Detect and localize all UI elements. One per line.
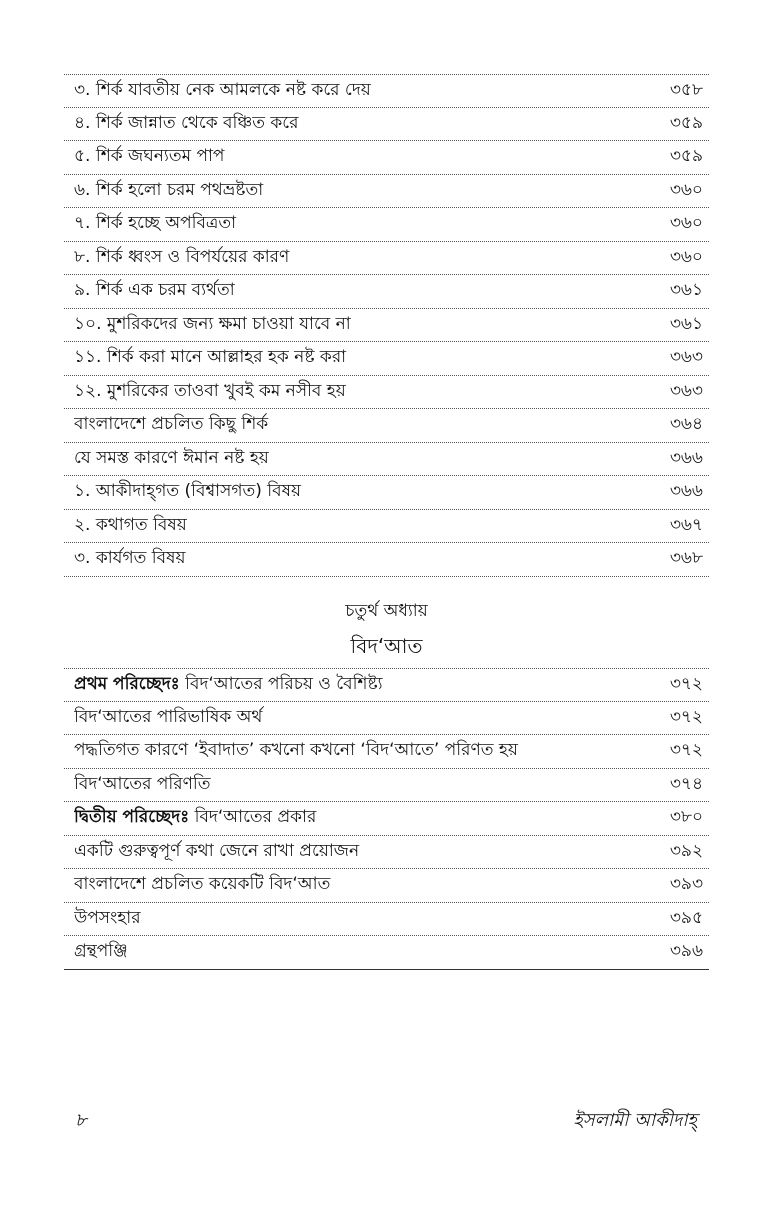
toc-entry-page: ৩৬১ <box>669 313 703 334</box>
toc-entry-page: ৩৭২ <box>669 740 703 761</box>
toc-entry-text: বাংলাদেশে প্রচলিত কয়েকটি বিদ‘আত <box>74 874 331 895</box>
toc-section-prefix: প্রথম পরিচ্ছেদঃ <box>74 673 180 694</box>
toc-entry-title <box>74 804 658 832</box>
toc-entry-text: ৭. শির্ক হচ্ছে অপবিত্রতা <box>74 213 237 234</box>
toc-entry-title <box>74 737 658 765</box>
toc-entry-page: ৩৬৪ <box>669 414 703 435</box>
toc-entry <box>64 175 709 209</box>
toc-entry <box>64 409 709 443</box>
toc-entry-page: ৩৮০ <box>669 807 703 828</box>
toc-entry-text: ১. আকীদাহ্‌গত (বিশ্বাসগত) বিষয় <box>74 481 301 502</box>
toc-entry-text: ৯. শির্ক এক চরম ব্যর্থতা <box>74 280 235 301</box>
toc-entry-text: ১১. শির্ক করা মানে আল্লাহর হক নষ্ট করা <box>74 347 347 368</box>
toc-entry-page: ৩৬০ <box>669 213 703 234</box>
toc-entry-title <box>74 704 658 732</box>
toc-entry <box>64 141 709 175</box>
toc-entry-title <box>74 378 658 406</box>
toc-entry-text: ৫. শির্ক জঘন্যতম পাপ <box>74 146 225 167</box>
toc-entry-page: ৩৫৯ <box>669 112 703 133</box>
toc-entry-title <box>74 445 658 473</box>
toc-entry-page: ৩৬৩ <box>669 380 703 401</box>
footer-book-title: ইসলামী আকীদাহ্‌ <box>573 1110 697 1131</box>
toc-entry <box>64 275 709 309</box>
toc-entry <box>64 108 709 142</box>
toc-entry-text: ১২. মুশরিকের তাওবা খুবই কম নসীব হয় <box>74 380 346 401</box>
toc-entry-title <box>74 838 658 866</box>
toc-list-bottom <box>64 668 709 970</box>
toc-entry-title <box>74 77 658 105</box>
toc-entry-page: ৩৭২ <box>669 706 703 727</box>
toc-entry-page: ৩৫৮ <box>669 79 703 100</box>
toc-entry-title <box>74 938 658 966</box>
toc-entry-page: ৩৯৬ <box>669 941 703 962</box>
toc-entry-page: ৩৬১ <box>669 280 703 301</box>
toc-entry <box>64 242 709 276</box>
toc-entry <box>64 668 709 702</box>
toc-entry <box>64 476 709 510</box>
toc-entry-text: পদ্ধতিগত কারণে ‘ইবাদাত’ কখনো কখনো ‘বিদ‘আতে’ পরিণত হয় <box>74 740 518 761</box>
toc-entry-page: ৩৬৩ <box>669 347 703 368</box>
toc-entry-page: ৩৬৮ <box>669 548 703 569</box>
toc-entry-title <box>74 411 658 439</box>
toc-entry <box>64 376 709 410</box>
toc-entry-title <box>74 671 658 699</box>
toc-entry <box>64 735 709 769</box>
toc-entry-title <box>74 277 658 305</box>
toc-entry-text: গ্রন্থপঞ্জি <box>74 941 128 962</box>
toc-entry <box>64 543 709 577</box>
toc-entry-title <box>74 210 658 238</box>
toc-entry-title <box>74 311 658 339</box>
toc-entry-page: ৩৭৪ <box>669 773 703 794</box>
toc-entry <box>64 702 709 736</box>
toc-entry-page: ৩৬৬ <box>669 447 703 468</box>
toc-entry-text: ১০. মুশরিকদের জন্য ক্ষমা চাওয়া যাবে না <box>74 313 351 334</box>
toc-entry-page: ৩৭২ <box>669 673 703 694</box>
toc-entry-title <box>74 344 658 372</box>
toc-section-prefix: দ্বিতীয় পরিচ্ছেদঃ <box>74 807 190 828</box>
toc-entry-page: ৩৬০ <box>669 246 703 267</box>
toc-entry-title <box>74 143 658 171</box>
toc-entry-page: ৩৬৭ <box>669 514 703 535</box>
toc-entry <box>64 74 709 108</box>
toc-entry <box>64 309 709 343</box>
toc-entry-title <box>74 110 658 138</box>
toc-entry-title <box>74 905 658 933</box>
toc-entry-text: ৬. শির্ক হলো চরম পথভ্রষ্টতা <box>74 179 264 200</box>
toc-entry-title <box>74 244 658 272</box>
toc-entry-text: যে সমস্ত কারণে ঈমান নষ্ট হয় <box>74 447 269 468</box>
toc-entry <box>64 903 709 937</box>
toc-entry-text: বিদ‘আতের পরিচয় ও বৈশিষ্ট্য <box>179 673 383 694</box>
footer-page-number: ৮ <box>75 1110 87 1131</box>
toc-entry-title <box>74 478 658 506</box>
toc-entry-title <box>74 512 658 540</box>
toc-entry-page: ৩৫৯ <box>669 146 703 167</box>
toc-entry <box>64 869 709 903</box>
toc-list-top <box>64 74 709 577</box>
toc-entry <box>64 769 709 803</box>
toc-entry-text: বাংলাদেশে প্রচলিত কিছু শির্ক <box>74 414 269 435</box>
toc-entry-text: ৮. শির্ক ধ্বংস ও বিপর্যয়ের কারণ <box>74 246 290 267</box>
toc-entry <box>64 802 709 836</box>
toc-entry-page: ৩৯৫ <box>669 907 703 928</box>
toc-entry-title <box>74 871 658 899</box>
toc-entry-text: উপসংহার <box>74 907 141 928</box>
toc-entry-page: ৩৯৩ <box>669 874 703 895</box>
toc-entry-page: ৩৬৬ <box>669 481 703 502</box>
chapter-label: চতুর্থ অধ্যায় <box>345 601 428 621</box>
toc-entry-text: ৩. কার্যগত বিষয় <box>74 548 186 569</box>
toc-entry-page: ৩৬০ <box>669 179 703 200</box>
toc-entry <box>64 208 709 242</box>
toc-entry-title <box>74 177 658 205</box>
toc-entry-page: ৩৯২ <box>669 840 703 861</box>
toc-entry-text: বিদ‘আতের পারিভাষিক অর্থ <box>74 706 263 727</box>
toc-entry-text: বিদ‘আতের পরিণতি <box>74 773 211 794</box>
toc-entry-title <box>74 545 658 573</box>
toc-entry <box>64 836 709 870</box>
toc-entry <box>64 510 709 544</box>
toc-entry <box>64 342 709 376</box>
toc-entry <box>64 936 709 970</box>
toc-entry-text: ৩. শির্ক যাবতীয় নেক আমলকে নষ্ট করে দেয় <box>74 79 371 100</box>
toc-entry-text: ৪. শির্ক জান্নাত থেকে বঞ্চিত করে <box>74 112 299 133</box>
toc-entry-title <box>74 771 658 799</box>
toc-entry-text: একটি গুরুত্বপূর্ণ কথা জেনে রাখা প্রয়োজন <box>74 840 360 861</box>
toc-entry-text: বিদ‘আতের প্রকার <box>189 807 317 828</box>
toc-entry <box>64 443 709 477</box>
toc-entry-text: ২. কথাগত বিষয় <box>74 514 187 535</box>
chapter-title: বিদ‘আত <box>350 634 423 658</box>
